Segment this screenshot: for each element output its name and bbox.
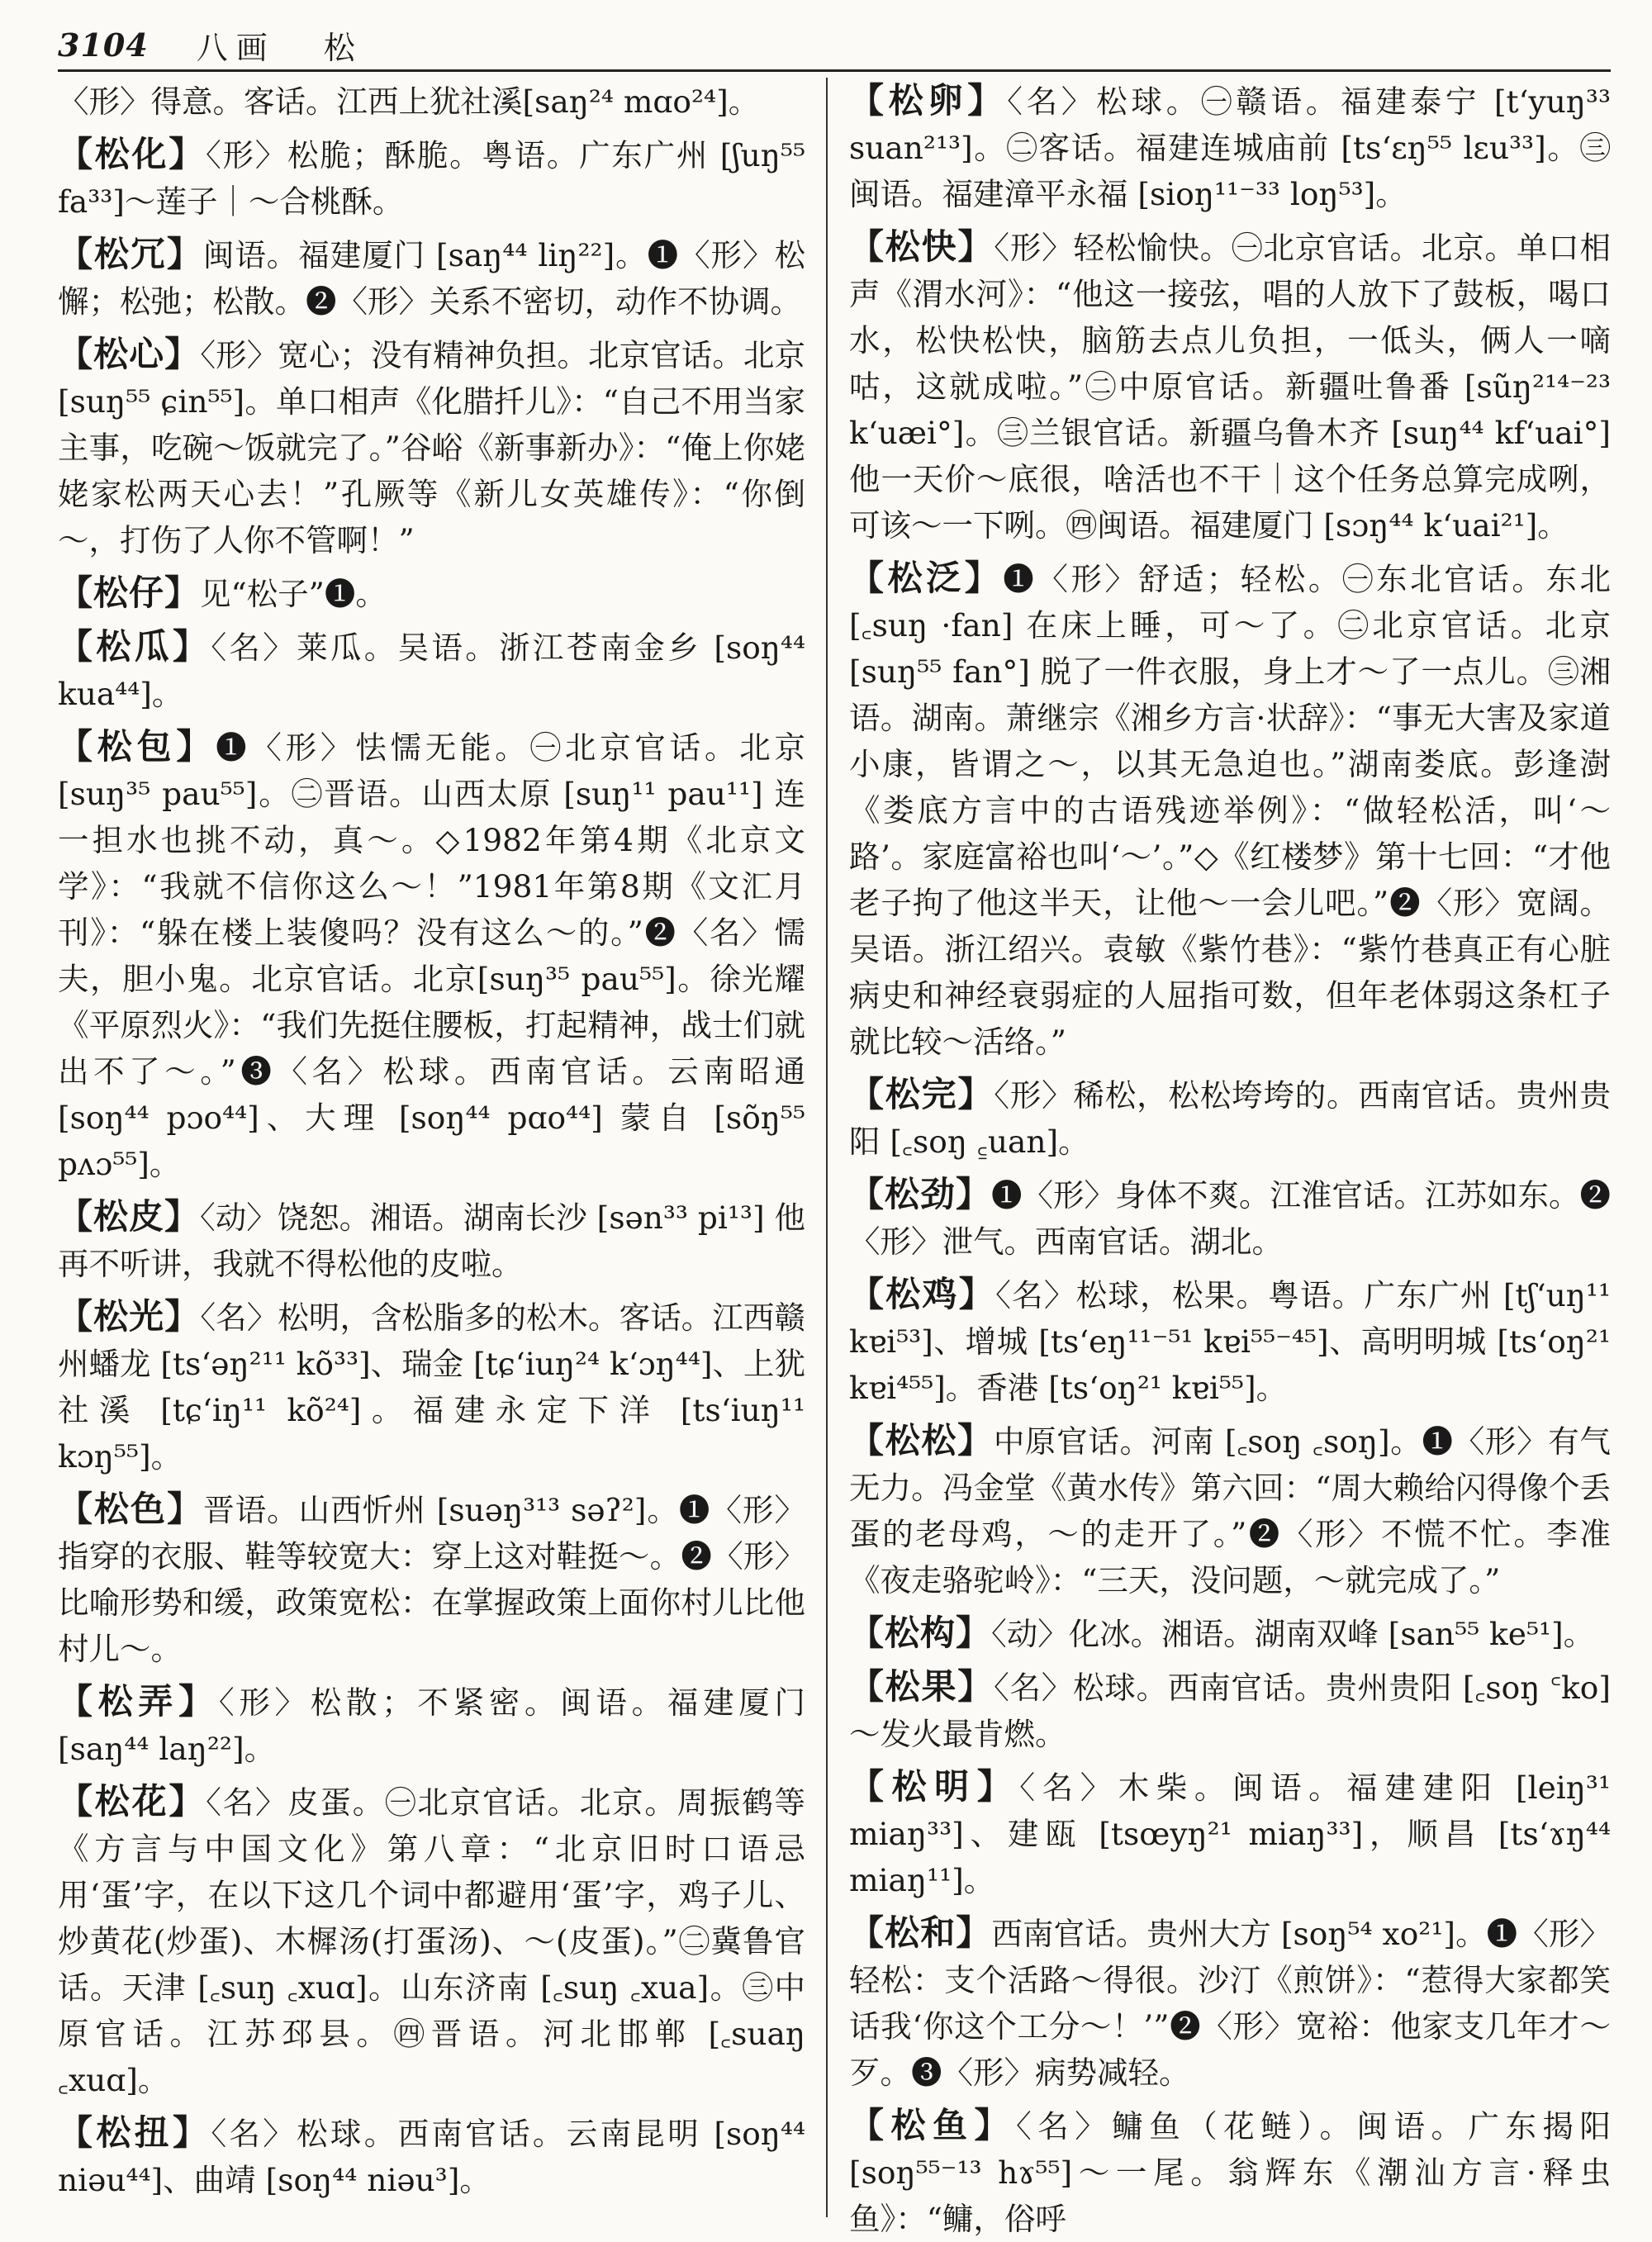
entry-definition: 〈形〉宽心；没有精神负担。北京官话。北京 [suŋ⁵⁵ ɕin⁵⁵]。单口相声《化腊扦儿》：“自己不用当家主事，吃碗～饭就完了。”谷峪《新事新办》：“俺上你姥姥家松两天心去！”孔厥等《新儿女英雄传》：“你倒～，打伤了人你不管啊！” bbox=[58, 337, 805, 558]
entry-definition: 见“松子”❶。 bbox=[200, 576, 387, 612]
entry-definition: 〈形〉松散；不紧密。闽语。福建厦门 [saŋ⁴⁴ laŋ²²]。 bbox=[58, 1684, 805, 1767]
entry-headword: 【松瓜】 bbox=[58, 626, 211, 667]
entry-headword: 【松鱼】 bbox=[849, 2105, 1016, 2145]
dictionary-entry bbox=[849, 78, 1611, 217]
entry-definition: ❶〈形〉怯懦无能。㊀北京官话。北京 [suŋ³⁵ pau⁵⁵]。㊁晋语。山西太原 [suŋ¹¹ pau¹¹] 连一担水也挑不动，真～。◇1982年第4期《北京文学》：“我就不信你这么～！”1981年第8期《文汇月刊》：“躲在楼上装傻吗？没有这么～的。”❷〈名〉懦夫，胆小鬼。北京官话。北京[suŋ³⁵ pau⁵⁵]。徐光耀《平原烈火》：“我们先挺住腰板，打起精神，战士们就出不了～。”❸〈名〉松球。西南官话。云南昭通 [soŋ⁴⁴ pɔo⁴⁴]、大理 [soŋ⁴⁴ pɑo⁴⁴] 蒙自 [sõŋ⁵⁵ pʌɔ⁵⁵]。 bbox=[58, 729, 805, 1182]
entry-definition: 晋语。山西忻州 [suəŋ³¹³ səʔ²]。❶〈形〉指穿的衣服、鞋等较宽大：穿上这对鞋挺～。❷〈形〉比喻形势和缓，政策宽松：在掌握政策上面你村儿比他村儿～。 bbox=[58, 1492, 805, 1667]
dictionary-entry bbox=[58, 2110, 805, 2203]
entry-headword: 【松冗】 bbox=[58, 234, 203, 274]
dictionary-entry bbox=[58, 1294, 805, 1480]
right-column bbox=[849, 78, 1612, 2237]
entry-definition: ❶〈形〉身体不爽。江淮官话。江苏如东。❷〈形〉泄气。西南官话。湖北。 bbox=[849, 1177, 1612, 1260]
entry-definition: 〈名〉松球。西南官话。贵州贵阳 [꜀soŋ ꜂ko] ～发火最肯燃。 bbox=[849, 1670, 1611, 1752]
entry-headword: 【松劲】 bbox=[849, 1174, 992, 1214]
entry-headword: 【松快】 bbox=[849, 226, 995, 267]
dictionary-entry bbox=[58, 724, 805, 1187]
entry-definition: 西南官话。贵州大方 [soŋ⁵⁴ xo²¹]。❶〈形〉轻松：支个活路～得很。沙汀《煎饼》：“惹得大家都笑话我‘你这个工分～！’”❷〈形〉宽裕：他家支几年才～歹。❸〈形〉病势减轻。 bbox=[849, 1916, 1611, 2091]
entry-headword: 【松卵】 bbox=[849, 80, 1008, 121]
dictionary-entry bbox=[849, 1271, 1611, 1411]
entry-definition: 〈名〉木柴。闽语。福建建阳 [leiŋ³¹ miaŋ³³]、建瓯 [tsœyŋ²¹ miaŋ³³]，顺昌 [ts‘ɤŋ⁴⁴ miaŋ¹¹]。 bbox=[849, 1769, 1611, 1898]
entry-headword: 【松松】 bbox=[849, 1420, 994, 1461]
entry-definition: 〈名〉松球。㊀赣语。福建泰宁 [t‘yuŋ³³ suan²¹³]。㊁客话。福建连城庙前 [ts‘ɛŋ⁵⁵ lɛu³³]。㊂闽语。福建漳平永福 [sioŋ¹¹⁻³³ loŋ⁵³]。 bbox=[849, 83, 1611, 212]
entry-headword: 【松光】 bbox=[58, 1296, 201, 1337]
entry-definition: 〈名〉莱瓜。吴语。浙江苍南金乡 [soŋ⁴⁴ kua⁴⁴]。 bbox=[58, 629, 805, 712]
dictionary-entry bbox=[849, 1764, 1611, 1903]
entry-headword: 【松和】 bbox=[849, 1912, 992, 1953]
entry-definition: 〈名〉松明，含松脂多的松木。客话。江西赣州蟠龙 [ts‘əŋ²¹¹ kõ³³]、瑞金 [tɕ‘iuŋ²⁴ k‘ɔŋ⁴⁴]、上犹社溪 [tɕ‘iŋ¹¹ kõ²⁴]。福建永定下洋 [ts‘iuŋ¹¹ kɔŋ⁵⁵]。 bbox=[58, 1299, 805, 1475]
dictionary-entry bbox=[849, 555, 1611, 1065]
dictionary-entry bbox=[58, 1486, 805, 1672]
entry-headword: 【松仔】 bbox=[58, 572, 201, 613]
entry-definition: 〈形〉得意。客话。江西上犹社溪[saŋ²⁴ mɑo²⁴]。 bbox=[58, 83, 760, 120]
dictionary-entry bbox=[849, 1418, 1611, 1603]
entry-headword: 【松弄】 bbox=[58, 1681, 219, 1722]
header-char: 松 bbox=[323, 29, 363, 66]
dictionary-entry bbox=[58, 1779, 805, 2103]
entry-definition: 〈名〉松球。西南官话。云南昆明 [soŋ⁴⁴ niəu⁴⁴]、曲靖 [soŋ⁴⁴ niəu³]。 bbox=[58, 2116, 805, 2198]
entry-headword: 【松扭】 bbox=[58, 2112, 211, 2153]
entry-headword: 【松包】 bbox=[58, 726, 216, 767]
dictionary-entry bbox=[58, 570, 805, 617]
entry-definition: 中原官话。河南 [꜀soŋ ꜀soŋ]。❶〈形〉有气无力。冯金堂《黄水传》第六回：“周大赖给闪得像个丢蛋的老母鸡，～的走开了。”❷〈形〉不慌不忙。李准《夜走骆驼岭》：“三天，没问题，～就完成了。” bbox=[849, 1423, 1611, 1598]
entry-headword: 【松鸡】 bbox=[849, 1274, 996, 1314]
dictionary-entry bbox=[58, 1679, 805, 1772]
dictionary-entry bbox=[58, 624, 805, 717]
dictionary-entry bbox=[849, 1664, 1611, 1757]
dictionary-entry bbox=[849, 1071, 1611, 1165]
entry-headword: 【松泛】 bbox=[849, 558, 1004, 598]
entry-headword: 【松心】 bbox=[58, 334, 201, 374]
entry-headword: 【松明】 bbox=[849, 1766, 1020, 1807]
entry-definition: 〈动〉化冰。湘语。湖南双峰 [san⁵⁵ ke⁵¹]。 bbox=[991, 1616, 1595, 1652]
column-divider bbox=[826, 78, 828, 2217]
dictionary-entry bbox=[849, 1610, 1611, 1657]
dictionary-entry bbox=[849, 1910, 1611, 2096]
entry-headword: 【松完】 bbox=[849, 1074, 995, 1114]
dictionary-entry bbox=[58, 231, 805, 325]
dictionary-entry bbox=[58, 331, 805, 563]
entry-headword: 【松果】 bbox=[849, 1666, 995, 1707]
entry-headword: 【松色】 bbox=[58, 1489, 204, 1529]
entry-definition: ❶〈形〉舒适；轻松。㊀东北官话。东北 [꜀suŋ ·fan] 在床上睡，可～了。㊁北京官话。北京 [suŋ⁵⁵ fan°] 脱了一件衣服，身上才～了一点儿。㊂湘语。湖南。萧继宗《湘乡方言·状辞》：“事无大害及家道小康，皆谓之～，以其无急迫也。”湖南娄底。彭逢澍《娄底方言中的古语残迹举例》：“做轻松活，叫‘～路’。家庭富裕也叫‘～’。”◇《红楼梦》第十七回：“才他老子拘了他这半天，让他～一会儿吧。”❷〈形〉宽阔。吴语。浙江绍兴。袁敏《紫竹巷》：“紫竹巷真正有心脏病史和神经衰弱症的人屈指可数，但年老体弱这条杠子就比较～活络。” bbox=[849, 561, 1611, 1060]
dictionary-entry bbox=[849, 1171, 1611, 1265]
entry-definition: 〈名〉皮蛋。㊀北京官话。北京。周振鹤等《方言与中国文化》第八章：“北京旧时口语忌用‘蛋’字，在以下这几个词中都避用‘蛋’字，鸡子儿、炒黄花(炒蛋)、木樨汤(打蛋汤)、～(皮蛋)。”㊁冀鲁官话。天津 [꜀suŋ ꜀xuɑ]。山东济南 [꜀suŋ ꜀xua]。㊂中原官话。江苏邳县。㊃晋语。河北邯郸 [꜀suaŋ ꜀xuɑ]。 bbox=[58, 1784, 805, 2098]
dictionary-entry bbox=[58, 1194, 805, 1287]
dictionary-entry bbox=[58, 131, 805, 225]
entry-headword: 【松皮】 bbox=[58, 1196, 201, 1237]
entry-definition: 闽语。福建厦门 [saŋ⁴⁴ liŋ²²]。❶〈形〉松懈；松弛；松散。❷〈形〉关系不密切，动作不协调。 bbox=[58, 237, 805, 320]
stroke-section: 八画 bbox=[196, 29, 276, 66]
entry-headword: 【松花】 bbox=[58, 1781, 206, 1822]
page-header bbox=[58, 20, 1611, 72]
entry-definition: 〈形〉轻松愉快。㊀北京官话。北京。单口相声《渭水河》：“他这一接弦，唱的人放下了鼓板，喝口水，松快松快，脑筋去点儿负担，一低头，俩人一嘀咕，这就成啦。”㊁中原官话。新疆吐鲁番 [sũŋ²¹⁴⁻²³ k‘uæi°]。㊂兰银官话。新疆乌鲁木齐 [suŋ⁴⁴ kf‘uai°] 他一天价～底很，啥活也不干｜这个任务总算完成咧，可该～一下咧。㊃闽语。福建厦门 [sɔŋ⁴⁴ k‘uai²¹]。 bbox=[849, 230, 1611, 544]
dictionary-entry bbox=[849, 2102, 1611, 2242]
left-column bbox=[58, 78, 805, 2217]
entry-definition: 〈形〉稀松，松松垮垮的。西南官话。贵州贵阳 [꜀soŋ ꜁uan]。 bbox=[849, 1077, 1611, 1160]
entry-headword: 【松化】 bbox=[58, 134, 206, 174]
entry-definition: 〈形〉松脆；酥脆。粤语。广东广州 [ʃuŋ⁵⁵ fa³³]～莲子｜～合桃酥。 bbox=[58, 137, 805, 220]
dictionary-entry bbox=[849, 224, 1611, 549]
dictionary-entry bbox=[58, 78, 805, 125]
entry-definition: 〈动〉饶恕。湘语。湖南长沙 [sən³³ pi¹³] 他再不听讲，我就不得松他的皮啦。 bbox=[58, 1199, 806, 1282]
page-number: 3104 bbox=[58, 26, 149, 64]
entry-headword: 【松构】 bbox=[849, 1613, 992, 1653]
entry-definition: 〈名〉鳙鱼（花鲢）。闽语。广东揭阳 [soŋ⁵⁵⁻¹³ hɤ⁵⁵]～一尾。翁辉东《潮汕方言·释虫鱼》：“鳙，俗呼 bbox=[849, 2108, 1611, 2237]
entry-definition: 〈名〉松球，松果。粤语。广东广州 [tʃ‘uŋ¹¹ kɐi⁵³]、增城 [ts‘eŋ¹¹⁻⁵¹ kɐi⁵⁵⁻⁴⁵]、高明明城 [ts‘oŋ²¹ kɐi⁴⁵⁵]。香港 [ts‘oŋ²¹ kɐi⁵⁵]。 bbox=[849, 1277, 1611, 1406]
